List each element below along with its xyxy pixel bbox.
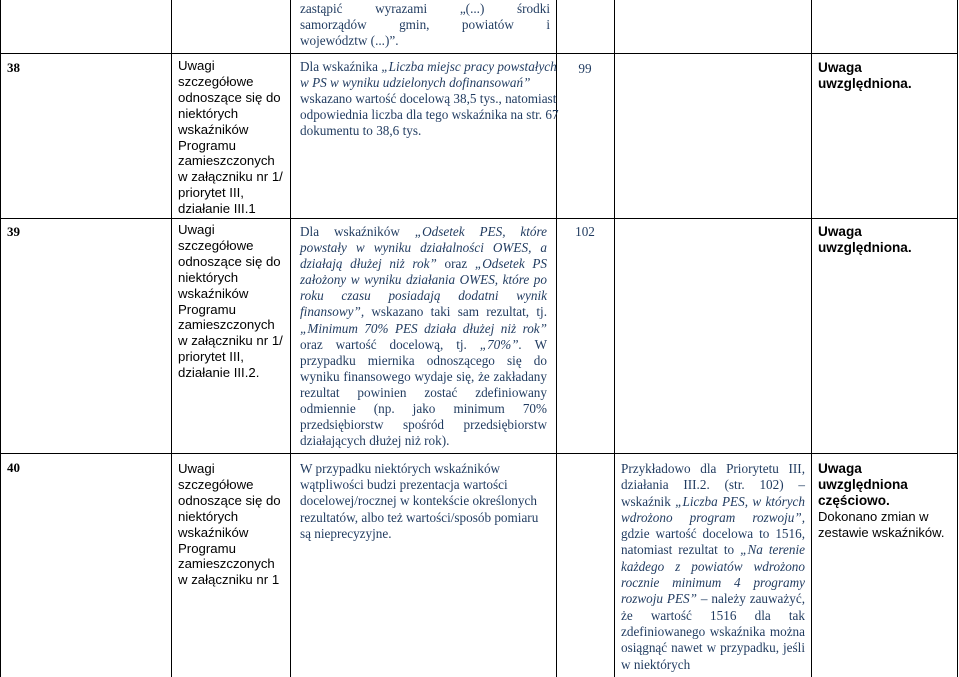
- table-border: [0, 0, 1, 677]
- comment-continuation: [300, 1, 550, 49]
- comment-line: województw (...)”.: [300, 33, 399, 49]
- comment-text: oraz: [444, 256, 468, 272]
- row-number: 40: [7, 460, 20, 475]
- indicator-name: „Odsetek PS założony w wyniku działania OWES, które po roku czasu posiadają dodatni wynik finansowy”,: [300, 256, 547, 320]
- table-border: [811, 0, 812, 677]
- table-border: [0, 453, 958, 454]
- example-lead: Przykładowo dla Priorytetu III, działania III.2. (str. 102) – wskaźnik: [621, 461, 805, 509]
- row-number: 38: [7, 60, 20, 75]
- comment-line: samorządów gmin, powiatów i: [300, 17, 550, 33]
- row-comment: W przypadku niektórych wskaźników wątpliwości budzi prezentacja wartości docelowej/rocznej w kontekście określonych rezultatów, albo też wartości/sposób pomiaru są nieprecyzyjne.: [300, 461, 539, 541]
- table-border: [171, 0, 172, 677]
- response-status: Uwaga uwzględniona częściowo.: [818, 461, 908, 508]
- indicator-name: „Odsetek PES, które powstały w wyniku działalności OWES, a działają dłużej niż rok”: [300, 224, 548, 272]
- response-status: Uwaga uwzględniona.: [818, 224, 912, 255]
- row-scope: Uwagi szczegółowe odnoszące się do niektórych wskaźników Programu zamieszczonych w załączniku nr 1/ priorytet III, działanie III.1: [178, 58, 283, 217]
- comment-text: oraz wartość docelową, tj.: [300, 336, 467, 352]
- comment-text: wskazano wartość docelową 38,5 tys., natomiast odpowiednia liczba dla tego wskaźnika na str. 67 dokumentu to 38,6 tys.: [300, 91, 559, 139]
- indicator-name: „Liczba PES, w których wdrożono program rozwoju”,: [621, 493, 805, 525]
- indicator-name: „Liczba miejsc pracy powstałych w PS w wyniku udzielonych dofinansowań”: [300, 59, 557, 91]
- comment-text: Dla wskaźników: [300, 224, 400, 239]
- example-text-part: gdzie wartość docelowa to 1516, natomiast rezultat to: [621, 526, 805, 558]
- response: [818, 60, 948, 92]
- page-number: 99: [578, 61, 592, 76]
- row-comment: [300, 224, 547, 449]
- table-border: [0, 53, 958, 54]
- row-scope: Uwagi szczegółowe odnoszące się do niektórych wskaźników Programu zamieszczonych w załączniku nr 1/ priorytet III, działanie III.2.: [178, 222, 283, 381]
- response-status: Uwaga uwzględniona.: [818, 60, 912, 91]
- response: [818, 224, 948, 256]
- comment-text: wskazano taki sam rezultat, tj.: [371, 304, 547, 320]
- example-text-part: – należy zauważyć, że wartość 1516 dla tak zdefiniowanego wskaźnika można osiągnąć nawet w przypadku, jeśli w niektórych: [621, 591, 805, 672]
- comment-line: zastąpić wyrazami „(...) środki: [300, 1, 550, 16]
- response-note: Dokonano zmian w zestawie wskaźników.: [818, 509, 945, 540]
- row-comment: [300, 59, 562, 139]
- indicator-name: „Minimum 70% PES działa dłużej niż rok”: [300, 320, 547, 336]
- table-border: [0, 218, 958, 219]
- table-border: [957, 0, 958, 677]
- indicator-name: „70%”.: [479, 336, 522, 352]
- table-border: [614, 0, 615, 677]
- example-text: [621, 461, 805, 673]
- row-number: 39: [7, 224, 20, 239]
- comment-text: Dla wskaźnika: [300, 59, 378, 74]
- table-border: [290, 0, 291, 677]
- row-scope: Uwagi szczegółowe odnoszące się do niektórych wskaźników Programu zamieszczonych w załączniku nr 1: [178, 461, 281, 588]
- page-number: 102: [575, 224, 595, 239]
- comment-text: W przypadku miernika odnoszącego się do wyniku finansowego wydaje się, że zakładany rezultat powinien zostać zdefiniowany odmiennie (np. jako minimum 70% przedsiębiorstw spośród przedsiębiorstw działających dłużej niż rok).: [300, 336, 548, 449]
- response: [818, 461, 952, 541]
- indicator-result: „Na terenie każdego z powiatów wdrożono rocznie minimum 4 programy rozwoju PES”: [621, 542, 805, 607]
